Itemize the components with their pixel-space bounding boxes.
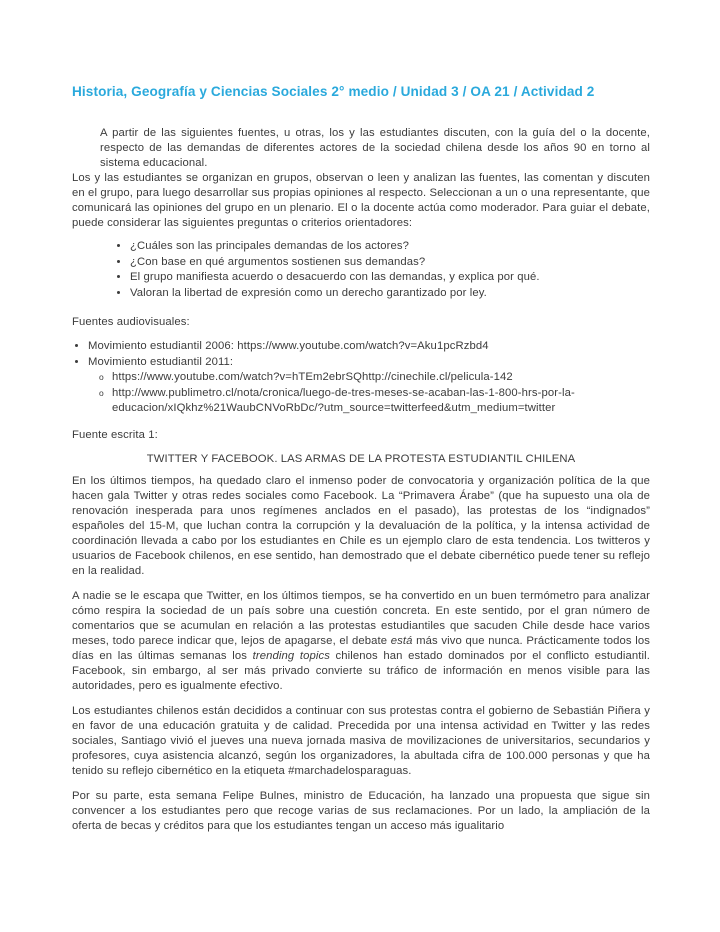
source-2011-link-2[interactable]: http://www.publimetro.cl/nota/cronica/luego-de-tres-meses-se-acaban-las-1-800-hrs-por-la-educacion/xIQkhz%21WaubCNVoRbDc/?utm_source=twitterfeed&utm_medium=twitter <box>112 386 575 414</box>
source-item-2011 <box>88 355 650 417</box>
activity-instructions: Los y las estudiantes se organizan en grupos, observan o leen y analizan las fuentes, las comentan y discuten en el grupo, para luego desarrollar sus propias opiniones al respecto. Seleccionan a un o una representante, que comunicará las opiniones del grupo en un plenario. El o la docente actúa como moderador. Para guiar el debate, puede considerar las siguientes preguntas o criterios orientadores: <box>72 172 650 229</box>
criteria-list <box>72 239 650 301</box>
source-2011-sublist <box>88 370 650 416</box>
article-paragraph-4: Por su parte, esta semana Felipe Bulnes, ministro de Educación, ha lanzado una propuesta que sigue sin convencer a los estudiantes pero que recoge varias de sus reclamaciones. Por un lado, la ampliación de la oferta de becas y créditos para que los estudiantes tengan un acceso más igualitario <box>72 790 650 833</box>
article-paragraph-2 <box>72 589 650 694</box>
article-title: TWITTER Y FACEBOOK. LAS ARMAS DE LA PROTESTA ESTUDIANTIL CHILENA <box>146 453 576 466</box>
audiovisual-sources-list <box>72 339 650 416</box>
source-2011-sub-item <box>112 370 650 385</box>
source-2011-sub-item <box>112 386 650 417</box>
page-title: Historia, Geografía y Ciencias Sociales 2° medio / Unidad 3 / OA 21 / Actividad 2 <box>72 84 595 99</box>
criteria-item: • ¿Cuáles son las principales demandas de los actores? <box>130 239 650 255</box>
article-paragraph-1: En los últimos tiempos, ha quedado claro el inmenso poder de convocatoria y organización política de la que hacen gala Twitter y otras redes sociales como Facebook. La “Primavera Árabe” (que ha supuesto una ola de renovación inesperada para unos regímenes anclados en el pasado), las protestas de los “indignados” españoles del 15-M, que luchan contra la corrupción y la devaluación de la política, y la intensa actividad de coordinación llevada a cabo por los estudiantes en Chile es un ejemplo claro de esta tendencia. Los twitteros y usuarios de Facebook chilenos, en ese sentido, han demostrado que el debate cibernético puede tener su reflejo en la realidad. <box>72 475 650 578</box>
paragraph-2-text: chilenos han estado dominados por el conflicto estudiantil. Facebook, sin embargo, al ser más privado convierte su tráfico de información en menos visible para las autoridades, pero es igualmente efectivo. <box>72 650 650 693</box>
source-item-2006 <box>88 339 650 354</box>
paragraph-2-text: más vivo que nunca. Prácticamente todos los días en las últimas semanas los <box>72 635 650 663</box>
criteria-item: • Valoran la libertad de expresión como un derecho garantizado por ley. <box>130 286 650 302</box>
source-2006-label: Movimiento estudiantil 2006: <box>88 340 238 353</box>
written-source-label: Fuente escrita 1: <box>72 429 158 442</box>
audiovisual-sources-heading: Fuentes audiovisuales: <box>72 316 190 329</box>
article-paragraph-3: Los estudiantes chilenos están decididos a continuar con sus protestas contra el gobierno de Sebastián Piñera y en favor de una educación gratuita y de calidad. Precedida por una intensa actividad en Twitter y las redes sociales, Santiago vivió el jueves una nueva jornada masiva de movilizaciones de universitarios, secundarios y profesores, cuya asistencia alcanzó, según los organizadores, la abultada cifra de 100.000 personas y que ha tenido su reflejo cibernético en la etiqueta #marchadelosparaguas. <box>72 705 650 778</box>
criteria-item: • El grupo manifiesta acuerdo o desacuerdo con las demandas, y explica por qué. <box>130 270 650 286</box>
source-2006-link[interactable]: https://www.youtube.com/watch?v=Aku1pcRzbd4 <box>237 340 489 353</box>
source-2011-link-1[interactable]: https://www.youtube.com/watch?v=hTEm2ebrSQhttp://cinechile.cl/pelicula-142 <box>112 371 513 384</box>
paragraph-2-emphasis: está <box>390 635 413 648</box>
paragraph-2-emphasis: trending topics <box>252 650 330 663</box>
paragraph-2-text: A nadie se le escapa que Twitter, en los últimos tiempos, se ha convertido en un buen termómetro para analizar cómo respira la sociedad de un país sobre una cuestión concreta. En este sentido, por el gran número de comentarios que se acumulan en relación a las protestas estudiantiles que sacuden Chile desde hace varios meses, todo parece indicar que, lejos de apagarse, el debate <box>72 590 650 648</box>
criteria-item: • ¿Con base en qué argumentos sostienen sus demandas? <box>130 255 650 271</box>
source-2011-label: Movimiento estudiantil 2011: <box>88 355 234 368</box>
activity-intro: A partir de las siguientes fuentes, u otras, los y las estudiantes discuten, con la guía del o la docente, respecto de las demandas de diferentes actores de la sociedad chilena desde los años 90 en torno al sistema educacional. <box>100 127 650 169</box>
